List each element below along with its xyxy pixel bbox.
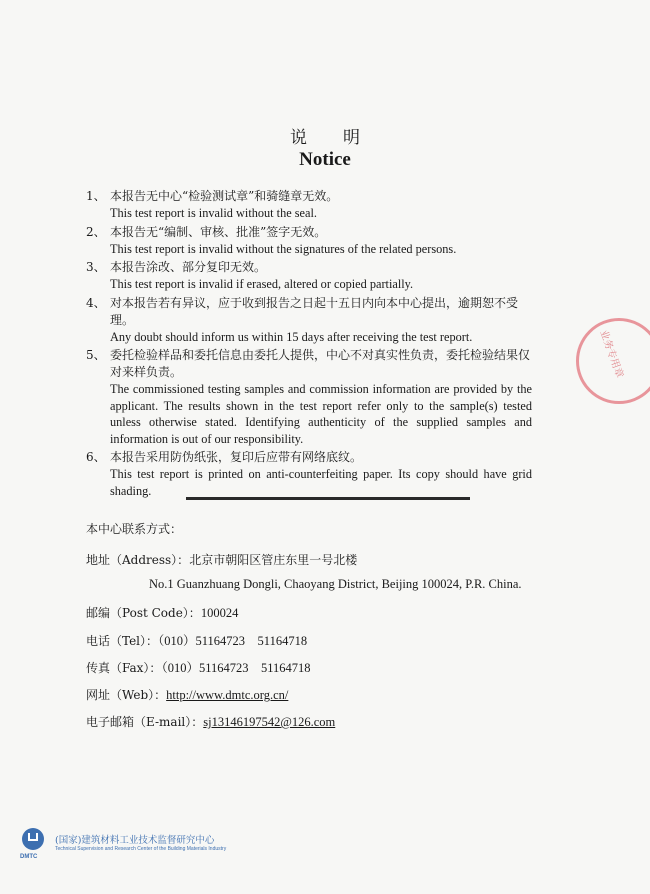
footer-abbreviation: DMTC bbox=[20, 854, 38, 860]
notice-item bbox=[86, 449, 532, 499]
item-text-en: The commissioned testing samples and commission information are provided by the applicant. The results shown in the test report refer only to the sample(s) tested unless otherwise stated. Identifying authenticity of the supplied samples and information is out of our responsibility. bbox=[110, 382, 532, 446]
postcode-value: 100024 bbox=[200, 606, 239, 620]
item-text-cn: 本报告涂改、部分复印无效。 bbox=[110, 260, 267, 274]
item-text-cn: 对本报告若有异议，应于收到报告之日起十五日内向本中心提出，逾期恕不受理。 bbox=[110, 295, 519, 327]
tel-label: 电话（Tel）： bbox=[86, 634, 159, 648]
postcode-row bbox=[86, 604, 238, 621]
notice-item bbox=[86, 224, 532, 258]
notice-item bbox=[86, 347, 532, 447]
address-cn: 北京市朝阳区管庄东里一号北楼 bbox=[189, 553, 358, 567]
tel-value: （010）51164723 51164718 bbox=[158, 634, 308, 648]
item-text-cn: 本报告无“编制、审核、批准”签字无效。 bbox=[110, 224, 327, 239]
contact-heading: 本中心联系方式： bbox=[86, 522, 183, 536]
email-link[interactable]: sj13146197542@126.com bbox=[203, 715, 336, 729]
notice-item bbox=[86, 259, 532, 293]
item-text-en: Any doubt should inform us within 15 days after receiving the test report. bbox=[110, 329, 473, 344]
fax-row bbox=[86, 658, 311, 676]
logo-mark bbox=[28, 833, 38, 841]
item-text-cn: 委托检验样品和委托信息由委托人提供，中心不对真实性负责，委托检验结果仅对来样负责。 bbox=[110, 348, 531, 379]
divider-rule bbox=[186, 497, 470, 500]
item-text-en: This test report is invalid without the seal. bbox=[110, 206, 317, 220]
web-link[interactable]: http://www.dmtc.org.cn/ bbox=[166, 688, 289, 702]
item-number: 6、 bbox=[86, 450, 106, 464]
postcode-label: 邮编（Post Code）： bbox=[86, 606, 201, 620]
fax-label: 传真（Fax）： bbox=[86, 661, 162, 675]
notice-item bbox=[86, 295, 532, 346]
stamp-text: 业务专用章 bbox=[597, 328, 625, 380]
item-number: 5、 bbox=[86, 348, 106, 362]
item-text-en: This test report is invalid if erased, altered or copied partially. bbox=[110, 277, 414, 291]
email-label: 电子邮箱（E-mail）： bbox=[86, 715, 204, 729]
fax-value: （010）51164723 51164718 bbox=[161, 661, 311, 675]
item-text-cn: 本报告无中心“检验测试章”和骑缝章无效。 bbox=[110, 189, 339, 203]
item-number: 2、 bbox=[86, 224, 106, 239]
email-row bbox=[86, 713, 335, 730]
notice-list bbox=[86, 188, 532, 499]
tel-row bbox=[86, 631, 307, 649]
notice-item bbox=[86, 188, 532, 222]
address-label: 地址（Address）： bbox=[86, 553, 190, 567]
item-number: 1、 bbox=[86, 189, 106, 203]
item-text-cn: 本报告采用防伪纸张，复印后应带有网络底纹。 bbox=[110, 450, 363, 464]
title-chinese: 说明 bbox=[290, 128, 396, 148]
web-row bbox=[86, 686, 288, 703]
address-en: No.1 Guanzhuang Dongli, Chaoyang District, Beijing 100024, P.R. China. bbox=[149, 577, 522, 591]
address-row bbox=[86, 551, 357, 568]
item-number: 3、 bbox=[86, 260, 106, 274]
web-label: 网址（Web）： bbox=[86, 688, 167, 702]
item-number: 4、 bbox=[86, 295, 106, 310]
footer-org-cn: (国家)建筑材料工业技术监督研究中心 bbox=[55, 835, 215, 846]
item-text-en: This test report is printed on anti-counterfeiting paper. Its copy should have grid shading. bbox=[110, 467, 532, 498]
footer-org-en: Technical Supervision and Research Center of the Building Materials Industry bbox=[55, 846, 227, 852]
title-english: Notice bbox=[299, 149, 351, 170]
item-text-en: This test report is invalid without the signatures of the related persons. bbox=[110, 241, 457, 256]
